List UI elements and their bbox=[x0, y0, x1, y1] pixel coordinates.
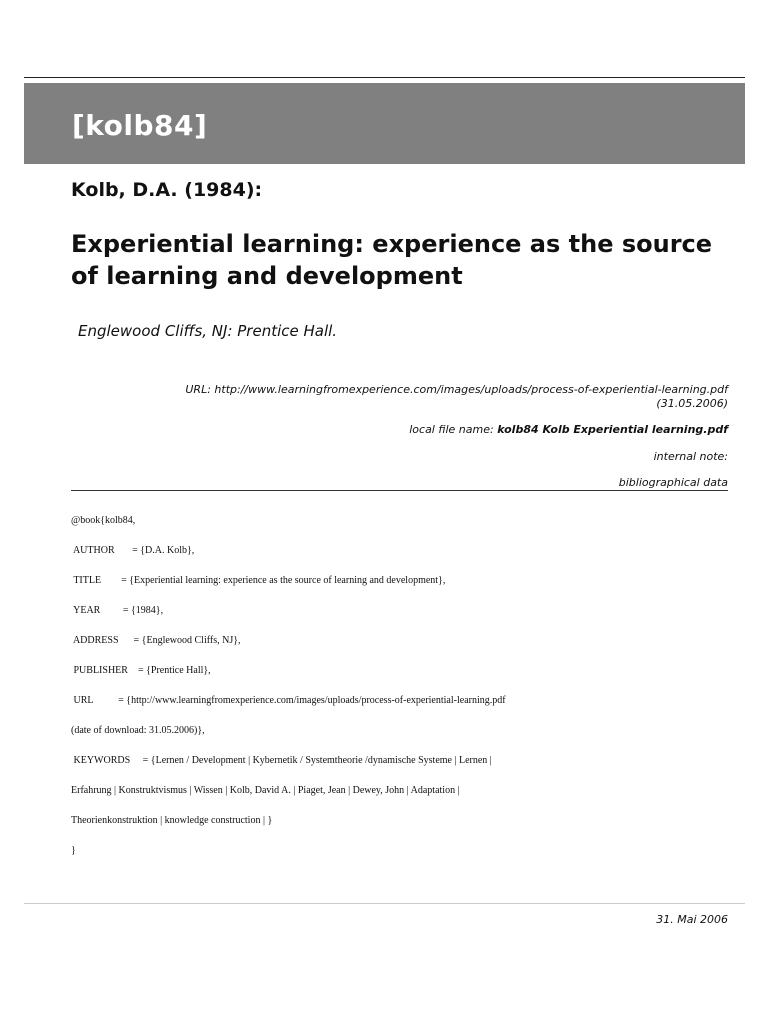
local-file-label: local file name: bbox=[409, 423, 494, 436]
reference-title: Experiential learning: experience as the source of learning and development bbox=[71, 230, 713, 290]
bibtex-line: AUTHOR = {D.A. Kolb}, bbox=[71, 545, 195, 556]
bibtex-line: ADDRESS = {Englewood Cliffs, NJ}, bbox=[71, 635, 241, 646]
bibtex-line: Theorienkonstruktion | knowledge construction | } bbox=[71, 815, 273, 826]
bibtex-line: Erfahrung | Konstruktvismus | Wissen | Kolb, David A. | Piaget, Jean | Dewey, John | Adaptation | bbox=[71, 785, 460, 796]
local-file-name: kolb84 Kolb Experiential learning.pdf bbox=[497, 423, 728, 436]
header-band bbox=[24, 83, 745, 164]
local-file-block bbox=[128, 423, 728, 437]
footer-divider bbox=[24, 903, 745, 904]
citation-key: [kolb84] bbox=[72, 109, 208, 142]
url-block bbox=[108, 383, 728, 411]
url-date: (31.05.2006) bbox=[656, 397, 728, 410]
bibtex-line: (date of download: 31.05.2006)}, bbox=[71, 725, 205, 736]
publisher-line: Englewood Cliffs, NJ: Prentice Hall. bbox=[78, 322, 338, 340]
bibtex-line: KEYWORDS = {Lernen / Development | Kybernetik / Systemtheorie /dynamische Systeme | Lernen | bbox=[71, 755, 492, 766]
author-year: Kolb, D.A. (1984): bbox=[71, 179, 263, 201]
bibtex-line: TITLE = {Experiential learning: experience as the source of learning and development}, bbox=[71, 575, 446, 586]
bibliographical-data-label: bibliographical data bbox=[618, 476, 728, 489]
bibtex-line: YEAR = {1984}, bbox=[71, 605, 164, 616]
url-link[interactable]: http://www.learningfromexperience.com/images/uploads/process-of-experiential-learning.pdf bbox=[214, 383, 728, 396]
bibliographical-divider bbox=[71, 490, 728, 491]
bibtex-line: URL = {http://www.learningfromexperience.com/images/uploads/process-of-experiential-learning.pdf bbox=[71, 695, 506, 706]
bibtex-line: @book{kolb84, bbox=[71, 515, 136, 526]
internal-note-label: internal note: bbox=[653, 450, 728, 463]
footer-date: 31. Mai 2006 bbox=[656, 913, 728, 926]
bibtex-line: PUBLISHER = {Prentice Hall}, bbox=[71, 665, 211, 676]
url-label: URL: bbox=[185, 383, 211, 396]
bibtex-line: } bbox=[71, 845, 76, 856]
bibtex-entry bbox=[71, 496, 731, 866]
top-divider bbox=[24, 77, 745, 78]
